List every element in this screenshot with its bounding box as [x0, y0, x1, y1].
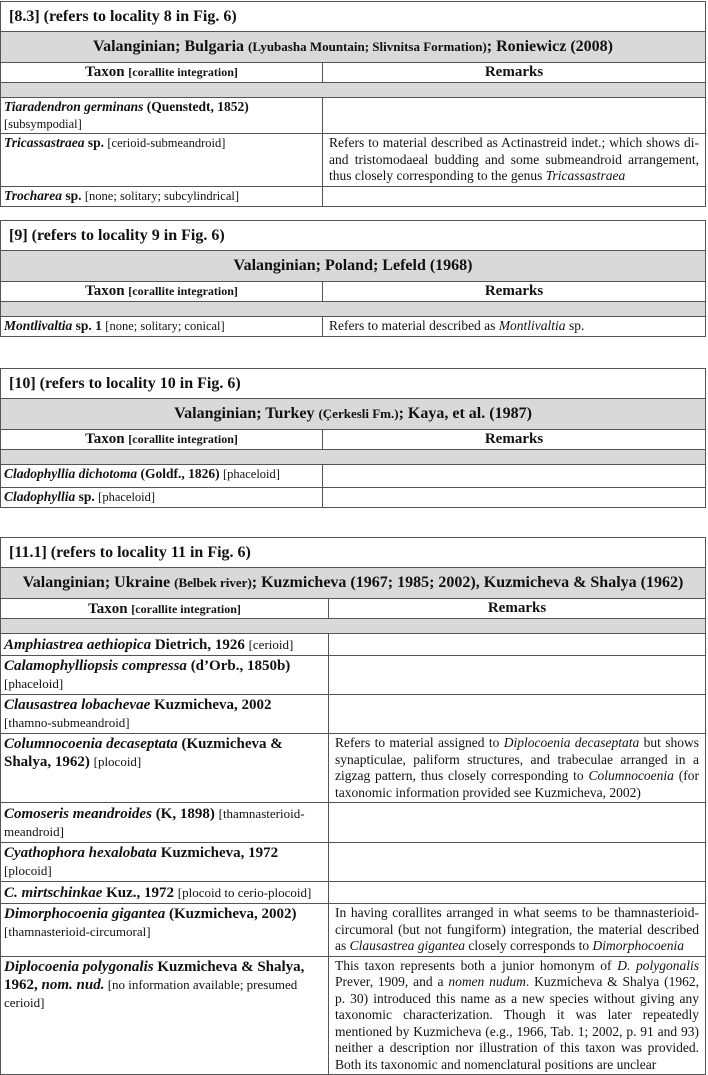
text-segment: Cyathophora hexalobata	[4, 845, 157, 861]
taxon-cell	[1, 634, 329, 655]
taxon-cell	[1, 695, 329, 733]
taxon-header-label: Taxon	[85, 283, 125, 299]
text-segment: [plocoid]	[93, 754, 142, 769]
text-segment: Kuzmicheva & Shalya, 1962,	[4, 958, 305, 993]
text-segment: [plocoid to cerio-plocoid]	[177, 885, 312, 900]
taxon-cell	[1, 134, 323, 186]
taxon-cell	[1, 98, 323, 133]
text-segment: Kuzmicheva, 2002	[150, 697, 272, 713]
text-segment: Trocharea	[4, 188, 62, 203]
blank-separator-row	[1, 302, 705, 317]
taxon-rows	[1, 98, 705, 206]
table-row	[1, 843, 705, 882]
text-segment: (K, 1898)	[151, 806, 219, 822]
remarks-column-header: Remarks	[484, 64, 544, 80]
table-row	[1, 957, 705, 1075]
remarks-cell	[329, 957, 705, 1075]
table-row	[1, 488, 705, 507]
text-segment: Diplocoenia polygonalis	[4, 958, 154, 975]
text-segment: [phaceloid]	[223, 467, 280, 481]
text-segment: nom. nud.	[41, 976, 105, 993]
corallite-integration-note: [corallite integration]	[128, 432, 238, 446]
text-segment: Dimorphocoenia	[592, 938, 684, 953]
taxon-header-label: Taxon	[85, 431, 125, 447]
text-segment: Dimorphocoenia gigantea	[4, 906, 166, 922]
taxon-rows	[1, 317, 705, 336]
text-segment: but shows synapticulae, paliform structures, and trabeculae arranged in a zigzag pattern, thus closely corresponding to	[335, 735, 700, 783]
text-segment: Cladophyllia dichotoma	[4, 466, 138, 481]
remarks-cell	[329, 882, 705, 903]
remarks-column-header: Remarks	[487, 600, 547, 616]
remarks-cell	[323, 317, 705, 336]
taxon-cell	[1, 734, 329, 802]
text-segment: ; Kuzmicheva (1967; 1985; 2002), Kuzmicheva & Shalya (1962)	[251, 574, 684, 591]
text-segment: Kuz., 1972	[102, 885, 178, 901]
locality-table-8-3	[0, 1, 706, 207]
remarks-cell	[323, 98, 705, 133]
locality-title: [8.3] (refers to locality 8 in Fig. 6)	[1, 2, 705, 32]
stage-country-reference-band	[1, 251, 705, 282]
text-segment: [thamnasterioid-meandroid]	[4, 806, 305, 839]
text-segment: . Kuzmicheva & Shalya (1962, p. 30) introduced this name as a new species without giving any taxonomic characterization. Though it was later repeatedly mentioned by Kuzmicheva (e.g., 1966, Tab. 1; 2002, p. 91 and 93) neither a description nor illustration of this taxon was provided. Both its taxonomic and nomenclatural positions are unclear	[335, 974, 699, 1072]
taxon-cell	[1, 488, 323, 507]
text-segment: [cerioid]	[248, 637, 294, 652]
table-row	[1, 803, 705, 843]
text-segment: Valanginian; Turkey	[174, 405, 319, 422]
remarks-cell	[323, 465, 705, 487]
taxon-cell	[1, 882, 329, 903]
locality-title: [10] (refers to locality 10 in Fig. 6)	[1, 369, 705, 399]
text-segment: Cladophyllia	[4, 489, 76, 504]
text-segment: Columnocoenia	[588, 768, 674, 783]
text-segment: sp.	[62, 188, 85, 203]
remarks-column-header: Remarks	[484, 283, 544, 299]
taxon-cell	[1, 317, 323, 336]
text-segment: Diplocoenia decaseptata	[503, 735, 640, 750]
locality-table-11-1	[0, 537, 706, 1075]
text-segment: C. mirtschinkae	[4, 885, 103, 901]
text-segment: Refers to material assigned to	[335, 735, 504, 750]
table-row	[1, 904, 705, 957]
remarks-column-header: Remarks	[484, 431, 544, 447]
taxon-column-header	[1, 282, 323, 301]
taxon-header-label: Taxon	[85, 64, 125, 80]
remarks-cell	[329, 734, 705, 802]
locality-table-10	[0, 368, 706, 508]
text-segment: Refers to material described as Actinastreid indet.; which shows di- and tristomodaeal budding and some submeandroid arrangement, thus closely corresponding to the genus	[329, 135, 699, 183]
table-row	[1, 317, 705, 336]
stage-country-reference-band	[1, 32, 705, 63]
taxon-cell	[1, 465, 323, 487]
text-segment: (Lyubasha Mountain; Slivnitsa Formation)	[248, 39, 487, 54]
text-segment: Valanginian; Poland; Lefeld (1968)	[233, 257, 473, 274]
taxon-cell	[1, 904, 329, 956]
text-segment: [none; solitary; subcylindrical]	[84, 189, 240, 203]
text-segment: ; Roniewicz (2008)	[486, 38, 613, 55]
text-segment: [no information available; presumed cerioid]	[4, 976, 298, 1010]
remarks-cell	[329, 695, 705, 733]
locality-title: [9] (refers to locality 9 in Fig. 6)	[1, 221, 705, 251]
stage-country-reference-band	[1, 568, 705, 599]
text-segment: sp. 1	[72, 318, 106, 333]
table-row	[1, 134, 705, 187]
text-segment: sp.	[75, 489, 99, 504]
text-segment: (Belbek river)	[174, 575, 252, 590]
text-segment: Valanginian; Ukraine	[22, 574, 175, 591]
column-header-row	[1, 430, 705, 450]
text-segment: (d’Orb., 1850b)	[186, 658, 291, 674]
text-segment: nomen nudum	[448, 974, 526, 989]
text-segment: This taxon represents both a junior homonym of	[335, 957, 618, 973]
table-row	[1, 98, 705, 134]
text-segment: In having corallites arranged in what seems to be thamnasterioid-circumoral (but not fungiform) integration, the material described as	[335, 905, 699, 953]
locality-title: [11.1] (refers to locality 11 in Fig. 6)	[1, 538, 705, 568]
text-segment: [thamno-submeandroid]	[4, 715, 130, 730]
table-row	[1, 882, 705, 904]
locality-table-9	[0, 220, 706, 337]
blank-separator-row	[1, 619, 705, 634]
text-segment: (Kuzmicheva & Shalya, 1962)	[4, 736, 283, 770]
text-segment: ; Kaya, et al. (1987)	[398, 405, 532, 422]
taxon-cell	[1, 656, 329, 694]
taxon-rows	[1, 634, 705, 1074]
taxon-header-label: Taxon	[88, 601, 128, 617]
text-segment: [phaceloid]	[4, 676, 64, 691]
text-segment: Clausastrea lobachevae	[4, 697, 151, 713]
column-header-row	[1, 282, 705, 302]
text-segment: (Quenstedt, 1852)	[143, 99, 249, 114]
text-segment: [subsympodial]	[4, 116, 82, 131]
text-segment: sp.	[84, 135, 108, 150]
column-header-row	[1, 63, 705, 83]
text-segment: Montlivaltia	[498, 318, 566, 333]
taxon-cell	[1, 957, 329, 1075]
taxon-cell	[1, 187, 323, 206]
corallite-integration-note: [corallite integration]	[128, 284, 238, 298]
remarks-cell	[323, 488, 705, 507]
table-row	[1, 465, 705, 488]
table-row	[1, 187, 705, 206]
text-segment: [phaceloid]	[98, 490, 156, 504]
remarks-cell	[329, 843, 705, 881]
text-segment: Valanginian; Bulgaria	[93, 38, 249, 55]
text-segment: Kuzmicheva, 1972	[156, 845, 279, 861]
text-segment: Amphiastrea aethiopica	[4, 637, 152, 653]
text-segment: Columnocoenia decaseptata	[4, 736, 178, 752]
remarks-cell	[323, 134, 705, 186]
column-header-row	[1, 599, 705, 619]
corallite-integration-note: [corallite integration]	[131, 602, 241, 616]
text-segment: [cerioid-submeandroid]	[107, 136, 226, 150]
text-segment: Calamophylliopsis compressa	[4, 658, 187, 674]
taxon-rows	[1, 465, 705, 507]
text-segment: Comoseris meandroides	[4, 806, 152, 822]
text-segment: (Kuzmicheva, 2002)	[165, 906, 297, 922]
taxon-column-header	[1, 63, 323, 82]
blank-separator-row	[1, 450, 705, 465]
text-segment: [plocoid]	[4, 863, 52, 878]
remarks-cell	[329, 634, 705, 655]
table-row	[1, 734, 705, 803]
text-segment: [thamnasterioid-circumoral]	[4, 924, 151, 939]
taxon-cell	[1, 843, 329, 881]
text-segment: Montlivaltia	[4, 318, 73, 333]
remarks-cell	[329, 904, 705, 956]
remarks-cell	[329, 656, 705, 694]
text-segment: Refers to material described as	[329, 318, 499, 333]
remarks-cell	[323, 187, 705, 206]
table-row	[1, 656, 705, 695]
text-segment: Dietrich, 1926	[151, 637, 249, 653]
taxon-column-header	[1, 430, 323, 449]
remarks-cell	[329, 803, 705, 842]
text-segment: closely corresponds to	[465, 938, 593, 953]
text-segment: (Çerkesli Fm.)	[318, 406, 399, 421]
text-segment: Prever, 1909, and a	[335, 974, 449, 989]
text-segment: Clausastrea gigantea	[349, 938, 466, 953]
corallite-integration-note: [corallite integration]	[128, 65, 238, 79]
table-row	[1, 634, 705, 656]
blank-separator-row	[1, 83, 705, 98]
text-segment: Tricassastraea	[545, 168, 626, 183]
text-segment: sp.	[565, 318, 585, 333]
text-segment: [none; solitary; conical]	[105, 319, 225, 333]
text-segment: (Goldf., 1826)	[137, 466, 224, 481]
taxon-column-header	[1, 599, 329, 618]
text-segment: Tiaradendron germinans	[4, 99, 144, 114]
text-segment: (for taxonomic information provided see Kuzmicheva, 2002)	[335, 768, 699, 800]
stage-country-reference-band	[1, 399, 705, 430]
text-segment: D. polygonalis	[617, 957, 699, 973]
table-row	[1, 695, 705, 734]
text-segment: Tricassastraea	[4, 135, 85, 150]
taxon-cell	[1, 803, 329, 842]
